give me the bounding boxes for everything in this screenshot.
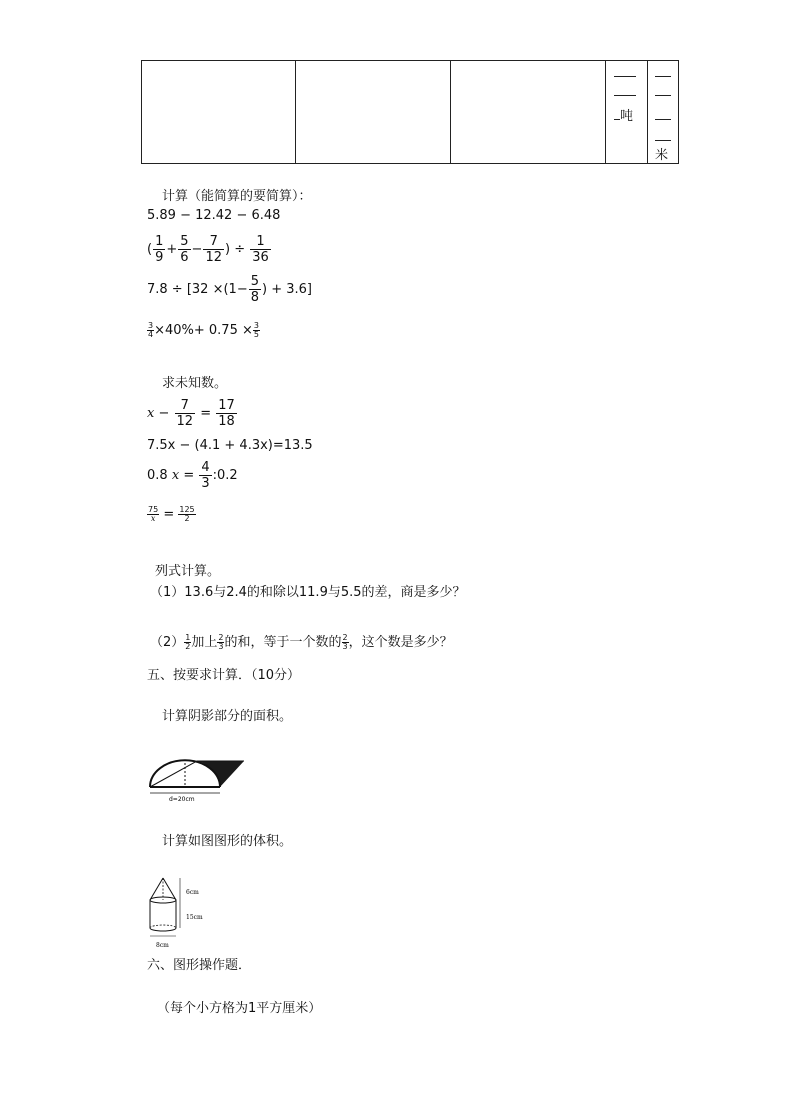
section-5-heading: 五、按要求计算．（10分） <box>147 668 301 683</box>
cylinder-diameter-label: 8cm <box>156 942 169 949</box>
cone-height-label: 6cm <box>186 889 199 896</box>
shaded-area-question: 计算阴影部分的面积。 <box>162 709 293 724</box>
list-heading: 列式计算。 <box>155 564 221 579</box>
list-question-1: （1）13.6与2.4的和除以11.9与5.5的差，商是多少？ <box>150 585 466 600</box>
table-divider <box>647 61 648 163</box>
unit-meter: 米 <box>655 148 669 163</box>
calc-expr-3: 7.8 ÷ [32 ×(1− $\frac{5}{8}$ ) + 3.6] <box>147 274 312 305</box>
fill-blank <box>655 95 671 96</box>
fill-blank <box>655 140 671 141</box>
cylinder-height-label: 15cm <box>186 914 203 921</box>
fill-blank <box>655 119 671 120</box>
table-divider <box>295 61 296 163</box>
chord-line <box>150 761 197 787</box>
equation-1: x − $\frac{7}{12}$ = $\frac{17}{18}$ <box>147 398 235 429</box>
equation-2: 7.5x − (4.1 + 4.3x)=13.5 <box>147 438 313 453</box>
equation-4: $\frac{75}{x}$ = $\frac{125}{2}$ <box>148 505 195 523</box>
grid-note: （每个小方格为1平方厘米） <box>157 1001 322 1016</box>
shaded-area-figure <box>145 755 250 805</box>
unknown-heading: 求未知数。 <box>162 376 228 391</box>
cone-cylinder-figure <box>140 876 215 952</box>
table-divider <box>450 61 451 163</box>
fill-blank <box>614 76 636 77</box>
calc-expr-1: 5.89 − 12.42 − 6.48 <box>147 208 281 223</box>
volume-question: 计算如图图形的体积。 <box>162 834 293 849</box>
cylinder-bottom-back <box>150 925 176 928</box>
unit-ton: 吨 <box>620 109 634 124</box>
calc-expr-4: $\frac{3}{4}$ ×40%+ 0.75 × $\frac{3}{5}$ <box>148 321 259 339</box>
calc-heading: 计算（能简算的要简算）： <box>162 189 312 204</box>
section-6-heading: 六、图形操作题． <box>147 958 252 973</box>
fill-blank <box>614 95 636 96</box>
list-question-2: （2） $\frac{1}{2}$ 加上 $\frac{2}{3}$ 的和，等于一个数的 $\frac{2}{3}$ ，这个数是多少？ <box>150 633 453 651</box>
fill-blank <box>655 76 671 77</box>
calc-expr-2: ( $\frac{1}{9}$ + $\frac{5}{6}$ − $\frac{7}{12}$ ) ÷ $\frac{1}{36}$ <box>147 234 269 265</box>
answer-table <box>141 60 679 164</box>
equation-3: 0.8 x = $\frac{4}{3}$ :0.2 <box>147 460 238 491</box>
table-divider <box>605 61 606 163</box>
cylinder-bottom-front <box>150 928 176 931</box>
diameter-label: d=20cm <box>169 796 195 803</box>
